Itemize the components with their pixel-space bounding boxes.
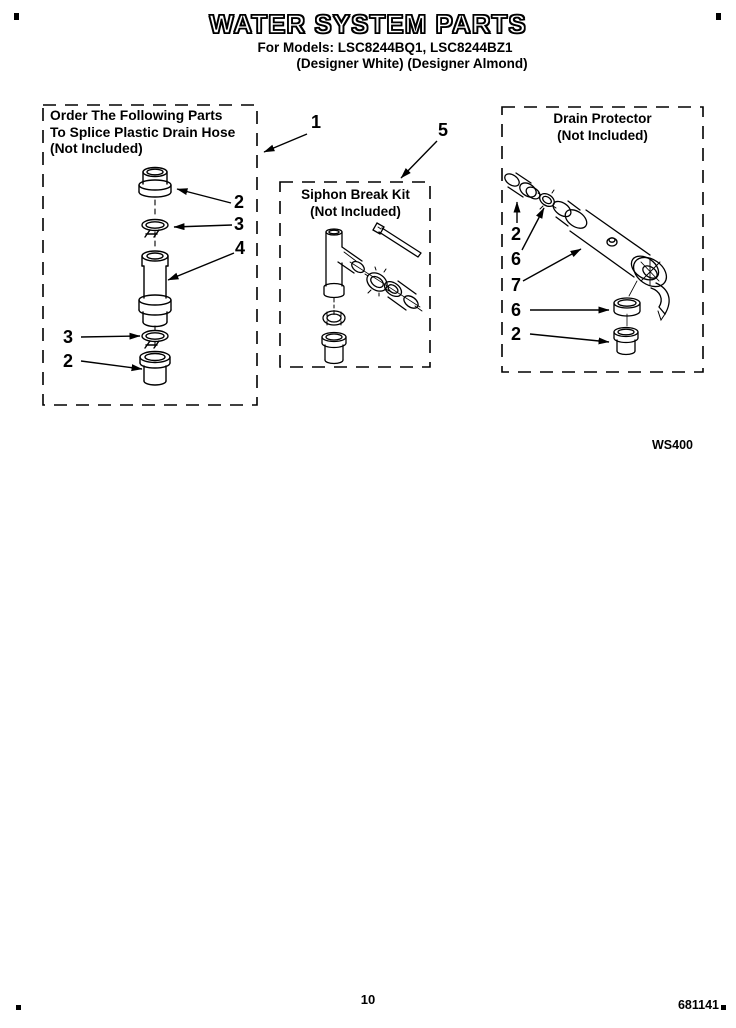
splice-box-title-line1: Order The Following Parts <box>50 108 223 123</box>
callout-splice-2-bottom: 2 <box>63 351 74 371</box>
arrow-splice-3-top <box>174 225 232 227</box>
arrow-drain-2-bottom <box>530 334 609 342</box>
arrow-splice-4 <box>168 253 234 280</box>
siphon-box-title-line2: (Not Included) <box>310 203 401 219</box>
callout-drain-2-top: 2 <box>511 224 522 244</box>
splice-box-title <box>50 108 255 158</box>
siphon-box-title <box>281 187 430 220</box>
drain-protector-drawing <box>503 171 672 354</box>
doc-number: 681141 <box>677 998 719 1012</box>
splice-box-title-line3: (Not Included) <box>50 141 143 156</box>
page-title: WATER SYSTEM PARTS <box>209 9 527 39</box>
siphon-box-title-line1: Siphon Break Kit <box>301 187 410 202</box>
callout-drain-6-top: 6 <box>511 249 522 269</box>
siphon-kit-drawing <box>322 223 422 364</box>
drain-box-title-line2: (Not Included) <box>557 127 648 143</box>
callout-drain-2-bottom: 2 <box>511 324 522 344</box>
splice-box-title-line2: To Splice Plastic Drain Hose <box>50 124 236 140</box>
callout-splice-3-bottom: 3 <box>63 327 74 347</box>
diagram-code: WS400 <box>652 438 693 452</box>
callout-1: 1 <box>311 112 322 132</box>
callout-drain-7: 7 <box>511 275 522 295</box>
splice-assembly-drawing <box>139 168 171 386</box>
callout-5: 5 <box>438 120 449 140</box>
drain-box-title-line1: Drain Protector <box>553 111 652 126</box>
callout-splice-3-top: 3 <box>234 214 245 234</box>
drain-box-border <box>502 107 703 372</box>
arrow-splice-2-top <box>177 189 231 203</box>
callout-splice-4: 4 <box>235 238 246 258</box>
arrow-splice-3-bottom <box>81 336 140 337</box>
arrow-1 <box>264 134 307 152</box>
arrow-5 <box>401 141 437 178</box>
callout-drain-6-bottom: 6 <box>511 300 522 320</box>
arrow-drain-7 <box>523 249 581 281</box>
models-line: For Models: LSC8244BQ1, LSC8244BZ1 <box>257 40 513 55</box>
drain-box-title <box>502 111 703 144</box>
arrow-drain-6-top <box>522 208 544 250</box>
arrow-splice-2-bottom <box>81 361 142 369</box>
finishes-line: (Designer White) (Designer Almond) <box>296 56 528 71</box>
callout-splice-2-top: 2 <box>234 192 245 212</box>
page-number: 10 <box>360 992 376 1007</box>
